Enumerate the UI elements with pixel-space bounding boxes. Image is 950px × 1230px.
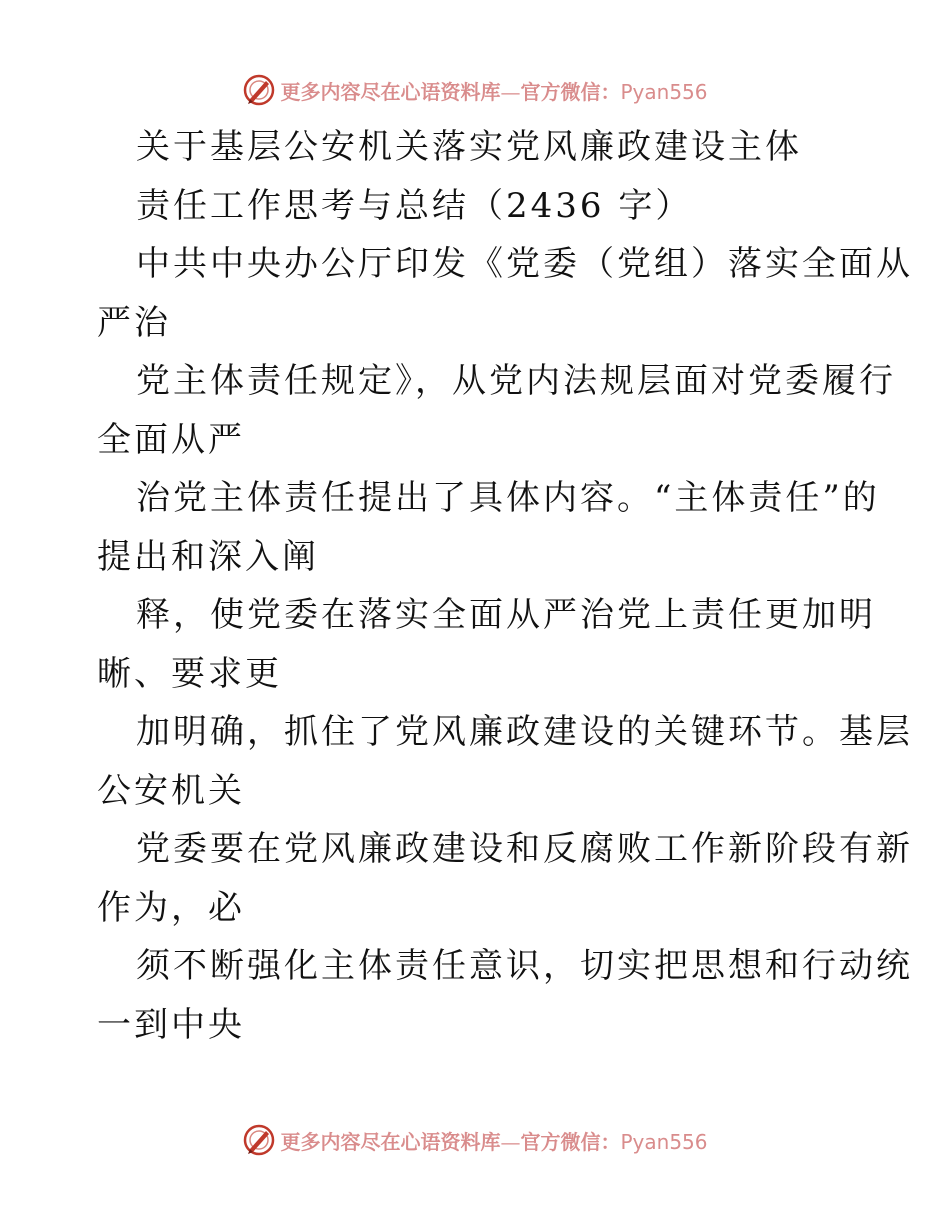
- watermark-text: [280, 76, 707, 105]
- text-line: 晰、要求更: [97, 653, 282, 694]
- footer-watermark: [0, 1120, 950, 1160]
- text-line: 治党主体责任提出了具体内容。“主体责任”的: [136, 478, 880, 518]
- text-line: 提出和深入阐: [97, 536, 319, 577]
- text-line: 关于基层公安机关落实党风廉政建设主体: [136, 127, 802, 167]
- text-line: 释，使党委在落实全面从严治党上责任更加明: [136, 595, 876, 635]
- watermark-wechat-label: 官方微信：: [520, 1129, 621, 1154]
- text-line: 严治: [97, 302, 171, 343]
- text-line: 须不断强化主体责任意识，切实把思想和行动统: [136, 946, 913, 986]
- watermark-group: [242, 73, 707, 107]
- text-line: 中共中央办公厅印发《党委（党组）落实全面从: [136, 244, 913, 284]
- watermark-separator: —: [500, 1129, 521, 1154]
- pen-logo-icon: [242, 73, 276, 107]
- text-line: 作为，必: [97, 887, 245, 928]
- watermark-separator: —: [500, 79, 521, 104]
- watermark-wechat-id: Pyan556: [620, 1129, 708, 1154]
- text-line: 责任工作思考与总结（2436 字）: [136, 185, 693, 226]
- watermark-site: 更多内容尽在心语资料库: [280, 1129, 501, 1154]
- text-line: 加明确，抓住了党风廉政建设的关键环节。基层: [136, 712, 913, 752]
- header-watermark: [0, 70, 950, 110]
- text-line: 党委要在党风廉政建设和反腐败工作新阶段有新: [136, 829, 913, 869]
- document-body: [97, 118, 913, 1054]
- watermark-wechat-label: 官方微信：: [520, 79, 621, 104]
- watermark-group: [242, 1123, 707, 1157]
- watermark-wechat-id: Pyan556: [620, 79, 708, 104]
- watermark-site: 更多内容尽在心语资料库: [280, 79, 501, 104]
- text-line: 公安机关: [97, 770, 245, 811]
- pen-logo-icon: [242, 1123, 276, 1157]
- watermark-text: [280, 1126, 707, 1155]
- text-line: 党主体责任规定》，从党内法规层面对党委履行: [136, 361, 896, 401]
- text-line: 全面从严: [97, 419, 245, 460]
- text-line: 一到中央: [97, 1004, 245, 1045]
